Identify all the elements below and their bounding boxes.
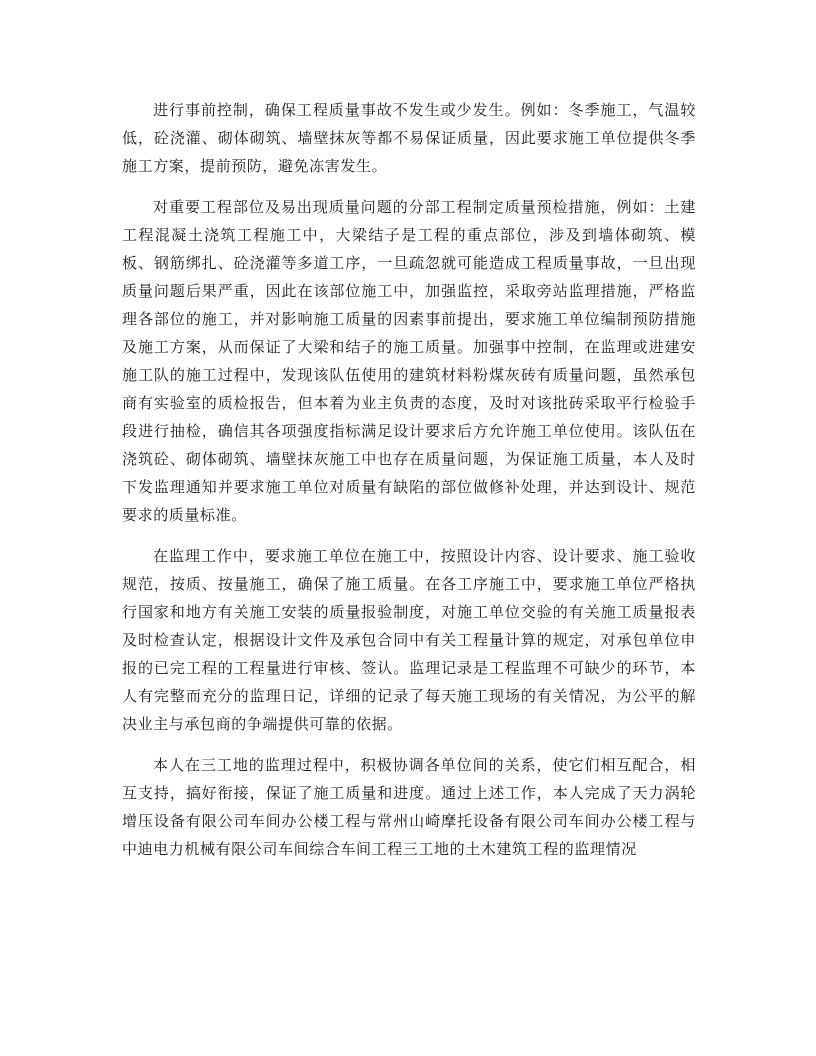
paragraph-1: 进行事前控制，确保工程质量事故不发生或少发生。例如：冬季施工，气温较低，砼浇灌、砌体砌筑、墙壁抹灰等都不易保证质量，因此要求施工单位提供冬季施工方案，提前预防，避免冻害发生。 <box>122 101 696 175</box>
document-body <box>122 96 696 876</box>
paragraph-3: 在监理工作中，要求施工单位在施工中，按照设计内容、设计要求、施工验收规范，按质、按量施工，确保了施工质量。在各工序施工中，要求施工单位严格执行国家和地方有关施工安装的质量报验制度，对施工单位交验的有关施工质量报表及时检查认定，根据设计文件及承包合同中有关工程量计算的规定，对承包单位申报的已完工程的工程量进行审核、签认。监理记录是工程监理不可缺少的环节，本人有完整而充分的监理日记，详细的记录了每天施工现场的有关情况，为公平的解决业主与承包商的争端提供可靠的依据。 <box>122 547 696 733</box>
paragraph-4: 本人在三工地的监理过程中，积极协调各单位间的关系，使它们相互配合，相互支持，搞好衔接，保证了施工质量和进度。通过上述工作，本人完成了天力涡轮增压设备有限公司车间办公楼工程与常州山崎摩托设备有限公司车间办公楼工程与中迪电力机械有限公司车间综合车间工程三工地的土木建筑工程的监理情况 <box>122 756 696 858</box>
paragraph-2: 对重要工程部位及易出现质量问题的分部工程制定质量预检措施，例如：土建工程混凝土浇筑工程施工中，大梁结子是工程的重点部位，涉及到墙体砌筑、模板、钢筋绑扎、砼浇灌等多道工序，一旦疏忽就可能造成工程质量事故，一旦出现质量问题后果严重，因此在该部位施工中，加强监控，采取旁站监理措施，严格监理各部位的施工，并对影响施工质量的因素事前提出，要求施工单位编制预防措施及施工方案，从而保证了大梁和结子的施工质量。加强事中控制，在监理或进建安施工队的施工过程中，发现该队伍使用的建筑材料粉煤灰砖有质量问题，虽然承包商有实验室的质检报告，但本着为业主负责的态度，及时对该批砖采取平行检验手段进行抽检，确信其各项强度指标满足设计要求后方允许施工单位使用。该队伍在浇筑砼、砌体砌筑、墙壁抹灰施工中也存在质量问题，为保证施工质量，本人及时下发监理通知并要求施工单位对质量有缺陷的部位做修补处理，并达到设计、规范要求的质量标准。 <box>122 198 696 524</box>
